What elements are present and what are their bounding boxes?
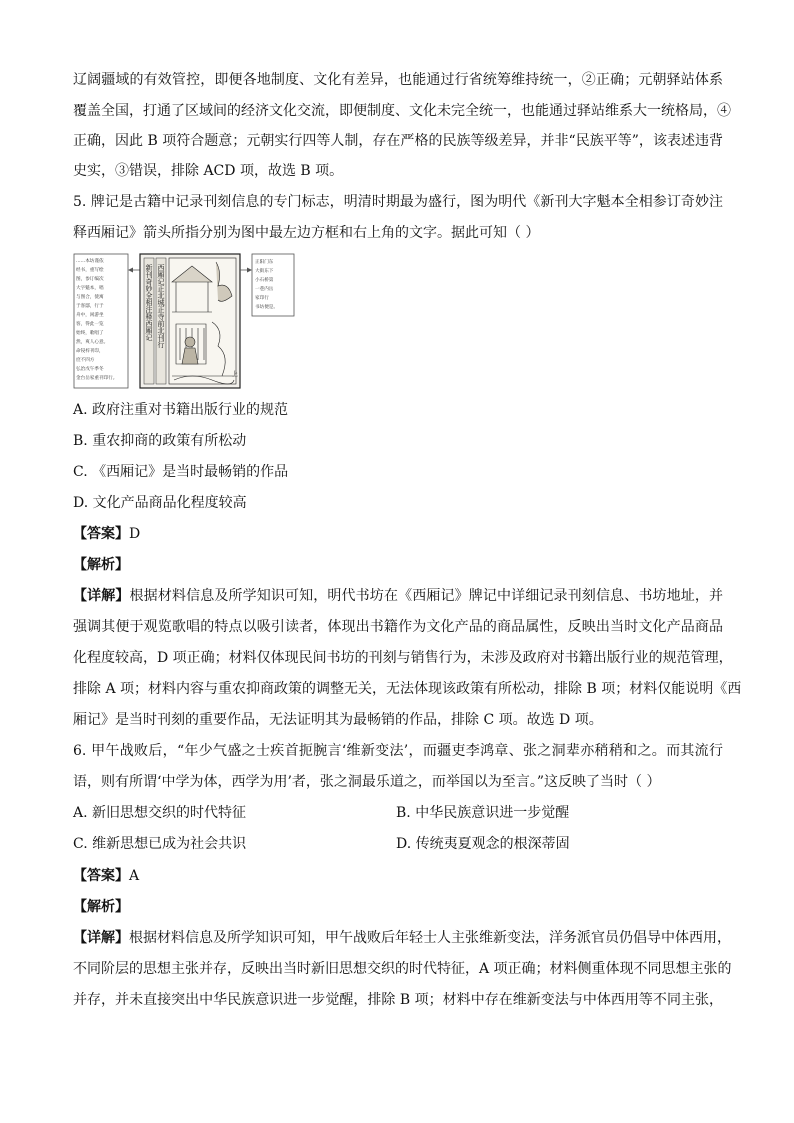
q6-detail-line-2: 不同阶层的思想主张并存，反映出当时新旧思想交织的时代特征，A 项正确；材料侧重体现不同思想主张的 bbox=[73, 961, 732, 977]
q6-detail-line-3: 并存，并未直接突出中华民族意识进一步觉醒，排除 B 项；材料中存在维新变法与中体西用等不同主张， bbox=[73, 992, 723, 1008]
q6-option-b: B. 中华民族意识进一步觉醒 bbox=[396, 805, 570, 821]
figure-left-text: 金台岳家重刊印行。 bbox=[76, 376, 118, 381]
q5-option-c: C. 《西厢记》是当时最畅销的作品 bbox=[73, 464, 289, 480]
prev-analysis-line-3: 正确，因此 B 项符合题意；元朝实行四等人制，存在严格的民族等级差异，并非“民族平等”，该表述违背 bbox=[73, 133, 723, 149]
q5-detail-line-2: 强调其便于观览歌唱的特点以吸引读者，体现出书籍作为文化产品的商品属性，反映出当时文化产品商品 bbox=[73, 619, 723, 635]
answer-value: A bbox=[129, 868, 140, 884]
detail-text: 根据材料信息及所学知识可知，明代书坊在《西厢记》牌记中详细记录刊刻信息、书坊地址，并 bbox=[129, 588, 724, 604]
prev-analysis-line-2: 覆盖全国，打通了区域间的经济文化交流，即便制度、文化未完全统一，也能通过驿站维系大一统格局，④ bbox=[73, 103, 731, 119]
figure-title-right: 西厢记正北城正寺前北刊行 bbox=[157, 264, 165, 348]
figure-right-text: 正阳门东 bbox=[255, 260, 274, 265]
figure-left-text: 命锓梓刊印， bbox=[76, 349, 104, 354]
figure-left-text: 舟中，闲游坐 bbox=[76, 313, 104, 318]
q5-detail-line-4: 排除 A 项；材料内容与重农抑商政策的调整无关，无法体现该政策有所松动，排除 B 项；材料仅能说明《西 bbox=[73, 681, 742, 697]
figure-left-text: 大字魁本，唱 bbox=[76, 286, 104, 291]
q5-stem-line-2: 释西厢记》箭头所指分别为图中最左边方框和右上角的文字。据此可知（ ） bbox=[73, 225, 540, 241]
q6-stem-line-2: 语，则有所谓‘中学为体，西学为用’者，张之洞最乐道之，而举国以为至言。”这反映了当时（ ） bbox=[73, 774, 661, 790]
figure-title-left: 新刊奇妙全相注释西厢记 bbox=[145, 264, 153, 341]
figure-left-text: 然，爽人心意。 bbox=[76, 340, 109, 345]
figure-left-text: 弘治戊午季冬 bbox=[76, 367, 104, 372]
detail-text: 根据材料信息及所学知识可知，甲午战败后年轻士人主张维新变法，洋务派官员仍倡导中体西用， bbox=[129, 930, 731, 946]
figure-left-text: 于客邸，行于 bbox=[76, 304, 104, 309]
answer-label: 【答案】 bbox=[73, 526, 129, 542]
q5-detail-line-1 bbox=[73, 586, 723, 606]
q5-option-d: D. 文化产品商品化程度较高 bbox=[73, 495, 247, 511]
figure-right-text: 一巷内岳 bbox=[255, 287, 274, 292]
q5-detail-line-3: 化程度较高，D 项正确；材料仅体现民间书坊的刊刻与销售行为，未涉及政府对书籍出版行业的规范管理， bbox=[73, 650, 733, 666]
q6-detail-line-1 bbox=[73, 928, 731, 948]
figure-left-text: 始终，歌唱了 bbox=[76, 331, 104, 336]
q5-option-b: B. 重农抑商的政策有所松动 bbox=[73, 433, 247, 449]
figure-left-text: 客，得此一览 bbox=[76, 322, 104, 327]
answer-label: 【答案】 bbox=[73, 868, 129, 884]
q6-option-d: D. 传统夷夏观念的根深蒂固 bbox=[396, 836, 570, 852]
answer-value: D bbox=[129, 526, 141, 542]
prev-analysis-line-1: 辽阔疆域的有效管控，即便各地制度、文化有差异，也能通过行省统筹维持统一，②正确；元朝驿站体系 bbox=[73, 72, 723, 88]
q6-answer bbox=[73, 866, 723, 886]
figure-left-text: 与图合，使寓 bbox=[76, 295, 104, 300]
figure-right-text: 家印行 bbox=[255, 296, 269, 301]
q5-detail-line-5: 厢记》是当时刊刻的重要作品，无法证明其为最畅销的作品，排除 C 项。故选 D 项。 bbox=[73, 712, 603, 728]
prev-analysis-line-4: 史实，③错误，排除 ACD 项，故选 B 项。 bbox=[73, 163, 344, 179]
detail-label: 【详解】 bbox=[73, 930, 129, 946]
q5-answer bbox=[73, 524, 723, 544]
q6-analysis-heading: 【解析】 bbox=[73, 899, 129, 915]
q5-analysis-heading: 【解析】 bbox=[73, 557, 129, 573]
figure-right-text: 大街东下 bbox=[255, 269, 274, 274]
q5-stem-line-1: 5. 牌记是古籍中记录刊刻信息的专门标志，明清时期最为盛行，图为明代《新刊大字魁本全相参订奇妙注 bbox=[73, 194, 723, 210]
figure-left-text: 庶不四方 bbox=[76, 358, 95, 363]
figure-right-text: 书坊便是。 bbox=[255, 305, 278, 310]
q6-option-c: C. 维新思想已成为社会共识 bbox=[73, 836, 247, 852]
figure-right-text: 小石桥第 bbox=[255, 278, 274, 283]
q5-figure bbox=[72, 252, 298, 392]
q5-option-a: A. 政府注重对书籍出版行业的规范 bbox=[73, 402, 289, 418]
woodcut-illustration bbox=[169, 258, 239, 384]
figure-left-text: ……本坊谨依 bbox=[76, 259, 104, 264]
q6-stem-line-1: 6. 甲午战败后，“年少气盛之士疾首扼腕言‘维新变法’，而疆吏李鸿章、张之洞辈亦稍稍和之。而其流行 bbox=[73, 743, 723, 759]
figure-center-tail: 上 bbox=[232, 371, 239, 378]
q6-option-a: A. 新旧思想交织的时代特征 bbox=[73, 805, 247, 821]
figure-left-text: 图，参订编次 bbox=[76, 277, 104, 282]
figure-left-text: 经书，重写绘 bbox=[76, 268, 104, 273]
detail-label: 【详解】 bbox=[73, 588, 130, 604]
